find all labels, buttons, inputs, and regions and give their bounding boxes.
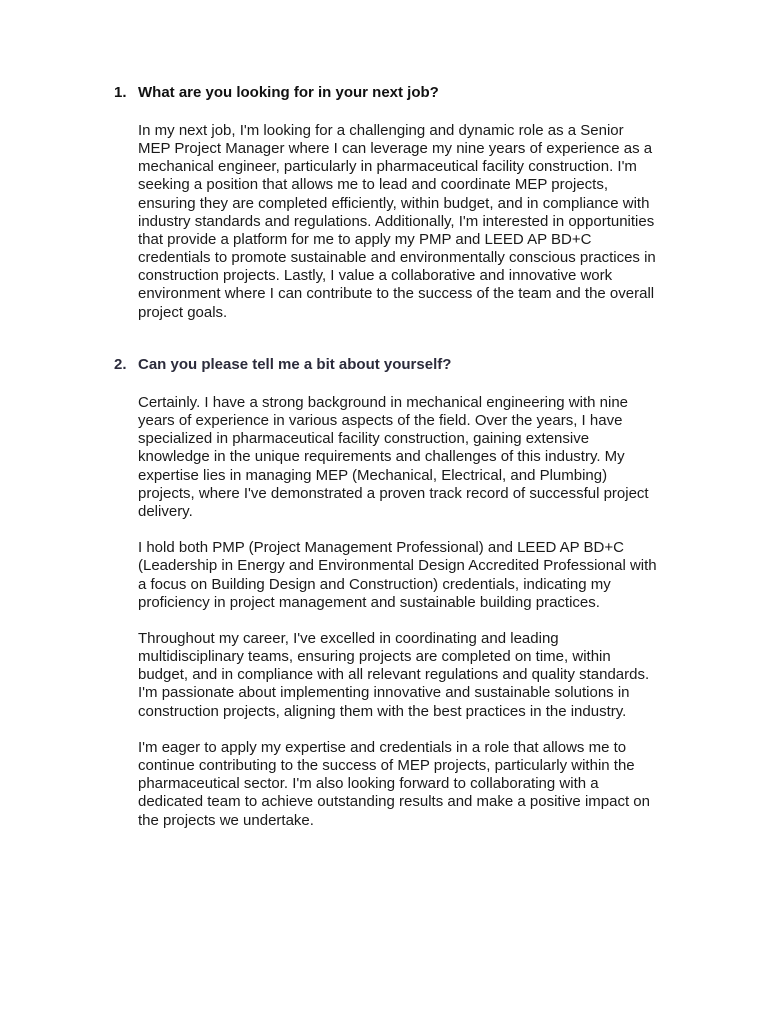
answer-line: I hold both PMP (Project Management Professional) and LEED AP BD+C <box>138 539 624 557</box>
answer-line: mechanical engineer, particularly in pharmaceutical facility construction. I'm <box>138 158 637 176</box>
answer-line: expertise lies in managing MEP (Mechanical, Electrical, and Plumbing) <box>138 466 608 484</box>
answer-line: MEP Project Manager where I can leverage my nine years of experience as a <box>138 140 653 158</box>
question-text: Can you please tell me a bit about yourself? <box>138 356 452 373</box>
answer-line: dedicated team to achieve outstanding results and make a positive impact on <box>138 793 650 811</box>
qa-section-1 <box>0 84 768 340</box>
answer-line: that provide a platform for me to apply my PMP and LEED AP BD+C <box>138 230 592 248</box>
question-number: 2. <box>114 356 127 373</box>
answer-line: ensuring they are completed efficiently, within budget, and in compliance with <box>138 194 650 212</box>
answer-line: budget, and in compliance with all relevant regulations and quality standards. <box>138 666 650 684</box>
answer-line: environment where I can contribute to the success of the team and the overall <box>138 285 655 303</box>
answer-line: construction projects. Lastly, I value a collaborative and innovative work <box>138 267 613 285</box>
answer-paragraph <box>138 122 688 322</box>
answer-line: I'm passionate about implementing innovative and sustainable solutions in <box>138 684 630 702</box>
answer-line: the projects we undertake. <box>138 811 314 829</box>
answer-line: multidisciplinary teams, ensuring projects are completed on time, within <box>138 648 611 666</box>
answer-paragraph <box>138 394 688 521</box>
answer-line: proficiency in project management and sustainable building practices. <box>138 593 600 611</box>
answer-line: specialized in pharmaceutical facility construction, gaining extensive <box>138 430 590 448</box>
answer-line: projects, where I've demonstrated a proven track record of successful project <box>138 484 649 502</box>
answer-line: seeking a position that allows me to lead and coordinate MEP projects, <box>138 176 608 194</box>
question-heading <box>0 356 768 376</box>
answer-line: credentials to promote sustainable and environmentally conscious practices in <box>138 249 656 267</box>
question-heading <box>0 84 768 104</box>
answer-body <box>138 394 688 830</box>
answer-line: Throughout my career, I've excelled in coordinating and leading <box>138 630 559 647</box>
answer-body <box>138 122 688 322</box>
answer-paragraph <box>138 739 688 830</box>
answer-line: years of experience in various aspects of the field. Over the years, I have <box>138 412 623 430</box>
answer-line: industry standards and regulations. Additionally, I'm interested in opportunities <box>138 212 655 230</box>
answer-line: (Leadership in Energy and Environmental Design Accredited Professional with <box>138 557 657 575</box>
answer-line: a focus on Building Design and Construction) credentials, indicating my <box>138 575 611 593</box>
answer-line: I'm eager to apply my expertise and credentials in a role that allows me to <box>138 738 627 756</box>
answer-line: knowledge in the unique requirements and challenges of this industry. My <box>138 448 625 466</box>
answer-line: continue contributing to the success of MEP projects, particularly within the <box>138 757 635 775</box>
answer-paragraph <box>138 630 688 721</box>
answer-paragraph <box>138 539 688 612</box>
answer-line: Certainly. I have a strong background in mechanical engineering with nine <box>138 394 629 411</box>
answer-line: pharmaceutical sector. I'm also looking forward to collaborating with a <box>138 775 599 793</box>
qa-section-2 <box>0 356 768 848</box>
question-text: What are you looking for in your next job? <box>138 84 439 101</box>
answer-line: project goals. <box>138 303 228 321</box>
answer-line: construction projects, aligning them with the best practices in the industry. <box>138 702 627 720</box>
answer-line: delivery. <box>138 502 193 520</box>
question-number: 1. <box>114 84 127 101</box>
answer-line: In my next job, I'm looking for a challenging and dynamic role as a Senior <box>138 122 624 139</box>
